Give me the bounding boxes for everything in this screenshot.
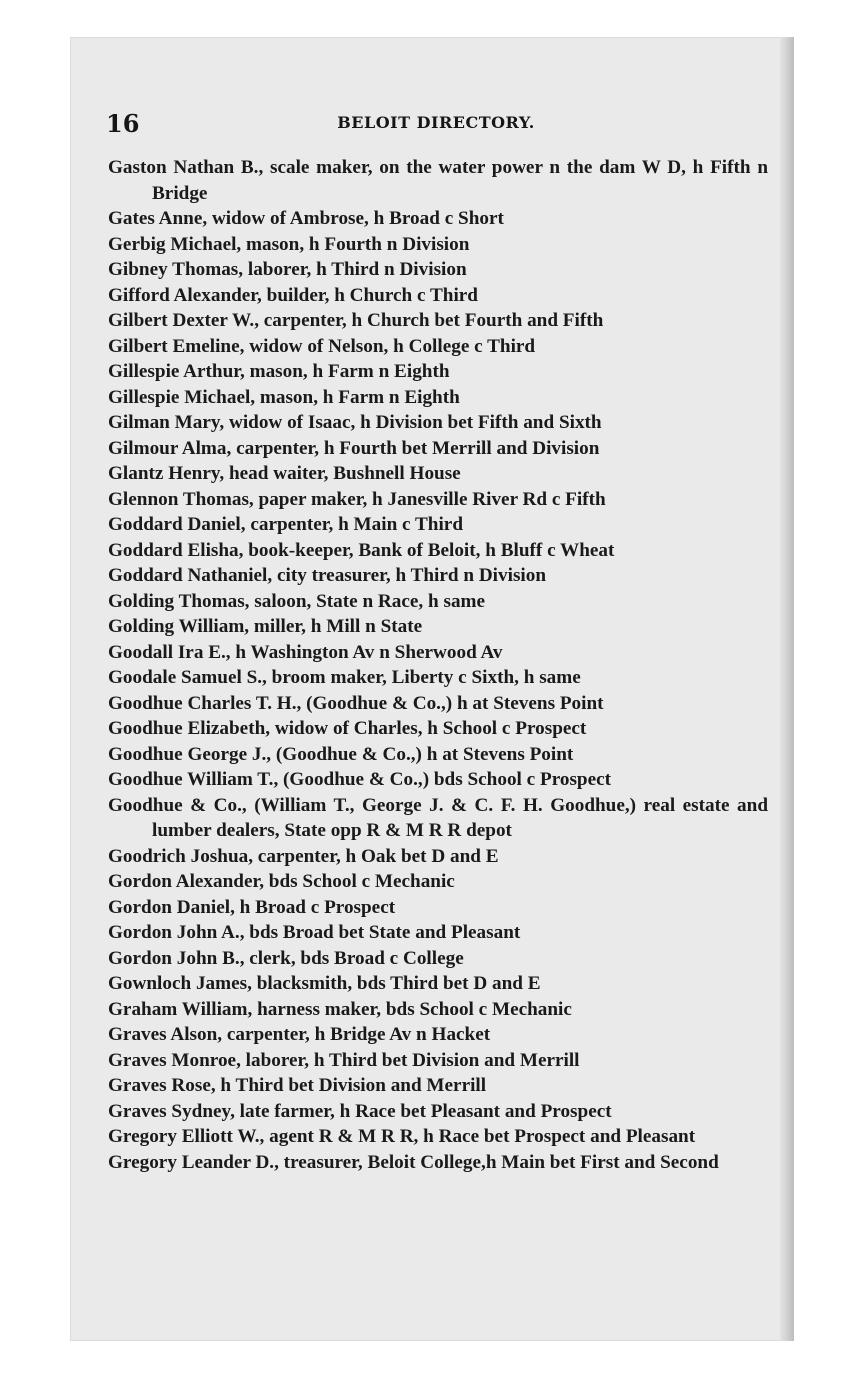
directory-entry: Gregory Elliott W., agent R & M R R, h Race bet Prospect and Pleasant xyxy=(108,1126,696,1147)
directory-entry: Gregory Leander D., treasurer, Beloit College,h Main bet First and Second xyxy=(108,1151,719,1173)
directory-entry: Gaston Nathan B., scale maker, on the water power n the dam W D, h Fifth n Bridge xyxy=(108,157,768,204)
directory-entry: Gibney Thomas, laborer, h Third n Division xyxy=(108,259,467,280)
directory-entry: Graham William, harness maker, bds School c Mechanic xyxy=(108,998,572,1020)
running-title: BELOIT DIRECTORY. xyxy=(337,113,535,132)
directory-entry: Goodall Ira E., h Washington Av n Sherwood Av xyxy=(108,641,503,663)
page-header xyxy=(106,109,766,139)
directory-entry: Gerbig Michael, mason, h Fourth n Division xyxy=(108,233,470,255)
directory-entry: Glennon Thomas, paper maker, h Janesville River Rd c Fifth xyxy=(108,488,606,510)
directory-entry: Goddard Elisha, book-keeper, Bank of Beloit, h Bluff c Wheat xyxy=(108,539,615,561)
directory-entry: Goddard Nathaniel, city treasurer, h Third n Division xyxy=(108,565,547,586)
directory-entry: Goodrich Joshua, carpenter, h Oak bet D and E xyxy=(108,845,499,867)
directory-entries xyxy=(108,155,768,1175)
directory-entry: Graves Alson, carpenter, h Bridge Av n Hacket xyxy=(108,1024,491,1045)
page-number: 16 xyxy=(106,109,140,138)
directory-entry: Gillespie Arthur, mason, h Farm n Eighth xyxy=(108,361,450,382)
directory-entry: Goodhue William T., (Goodhue & Co.,) bds School c Prospect xyxy=(108,769,612,790)
directory-entry: Golding Thomas, saloon, State n Race, h same xyxy=(108,590,486,612)
directory-entry: Goodhue Elizabeth, widow of Charles, h School c Prospect xyxy=(108,718,587,739)
directory-entry: Goodhue Charles T. H., (Goodhue & Co.,) h at Stevens Point xyxy=(108,692,604,714)
directory-entry: Gilman Mary, widow of Isaac, h Division bet Fifth and Sixth xyxy=(108,412,602,433)
directory-entry: Graves Monroe, laborer, h Third bet Division and Merrill xyxy=(108,1049,580,1071)
directory-entry: Gordon John A., bds Broad bet State and Pleasant xyxy=(108,922,521,943)
directory-entry: Graves Sydney, late farmer, h Race bet Pleasant and Prospect xyxy=(108,1100,612,1122)
directory-entry: Glantz Henry, head waiter, Bushnell House xyxy=(108,463,461,484)
directory-entry: Gownloch James, blacksmith, bds Third bet D and E xyxy=(108,973,541,994)
directory-entry: Graves Rose, h Third bet Division and Merrill xyxy=(108,1075,487,1096)
directory-entry: Goddard Daniel, carpenter, h Main c Third xyxy=(108,514,463,535)
directory-entry: Gilmour Alma, carpenter, h Fourth bet Merrill and Division xyxy=(108,437,600,459)
directory-entry: Goodale Samuel S., broom maker, Liberty c Sixth, h same xyxy=(108,667,581,688)
directory-entry: Goodhue George J., (Goodhue & Co.,) h at Stevens Point xyxy=(108,743,574,765)
directory-entry: Gilbert Emeline, widow of Nelson, h College c Third xyxy=(108,335,536,357)
directory-entry: Golding William, miller, h Mill n State xyxy=(108,616,423,637)
directory-entry: Gordon John B., clerk, bds Broad c College xyxy=(108,947,464,969)
directory-entry: Gifford Alexander, builder, h Church c Third xyxy=(108,284,478,306)
directory-entry: Gilbert Dexter W., carpenter, h Church bet Fourth and Fifth xyxy=(108,310,604,331)
directory-entry: Gillespie Michael, mason, h Farm n Eighth xyxy=(108,386,460,408)
directory-entry: Gates Anne, widow of Ambrose, h Broad c Short xyxy=(108,208,504,229)
directory-page xyxy=(70,37,794,1341)
directory-entry: Gordon Daniel, h Broad c Prospect xyxy=(108,896,396,918)
directory-entry: Gordon Alexander, bds School c Mechanic xyxy=(108,871,455,892)
directory-entry: Goodhue & Co., (William T., George J. & C. F. H. Goodhue,) real estate and lumber dealers, State opp R & M R R depot xyxy=(108,794,768,841)
